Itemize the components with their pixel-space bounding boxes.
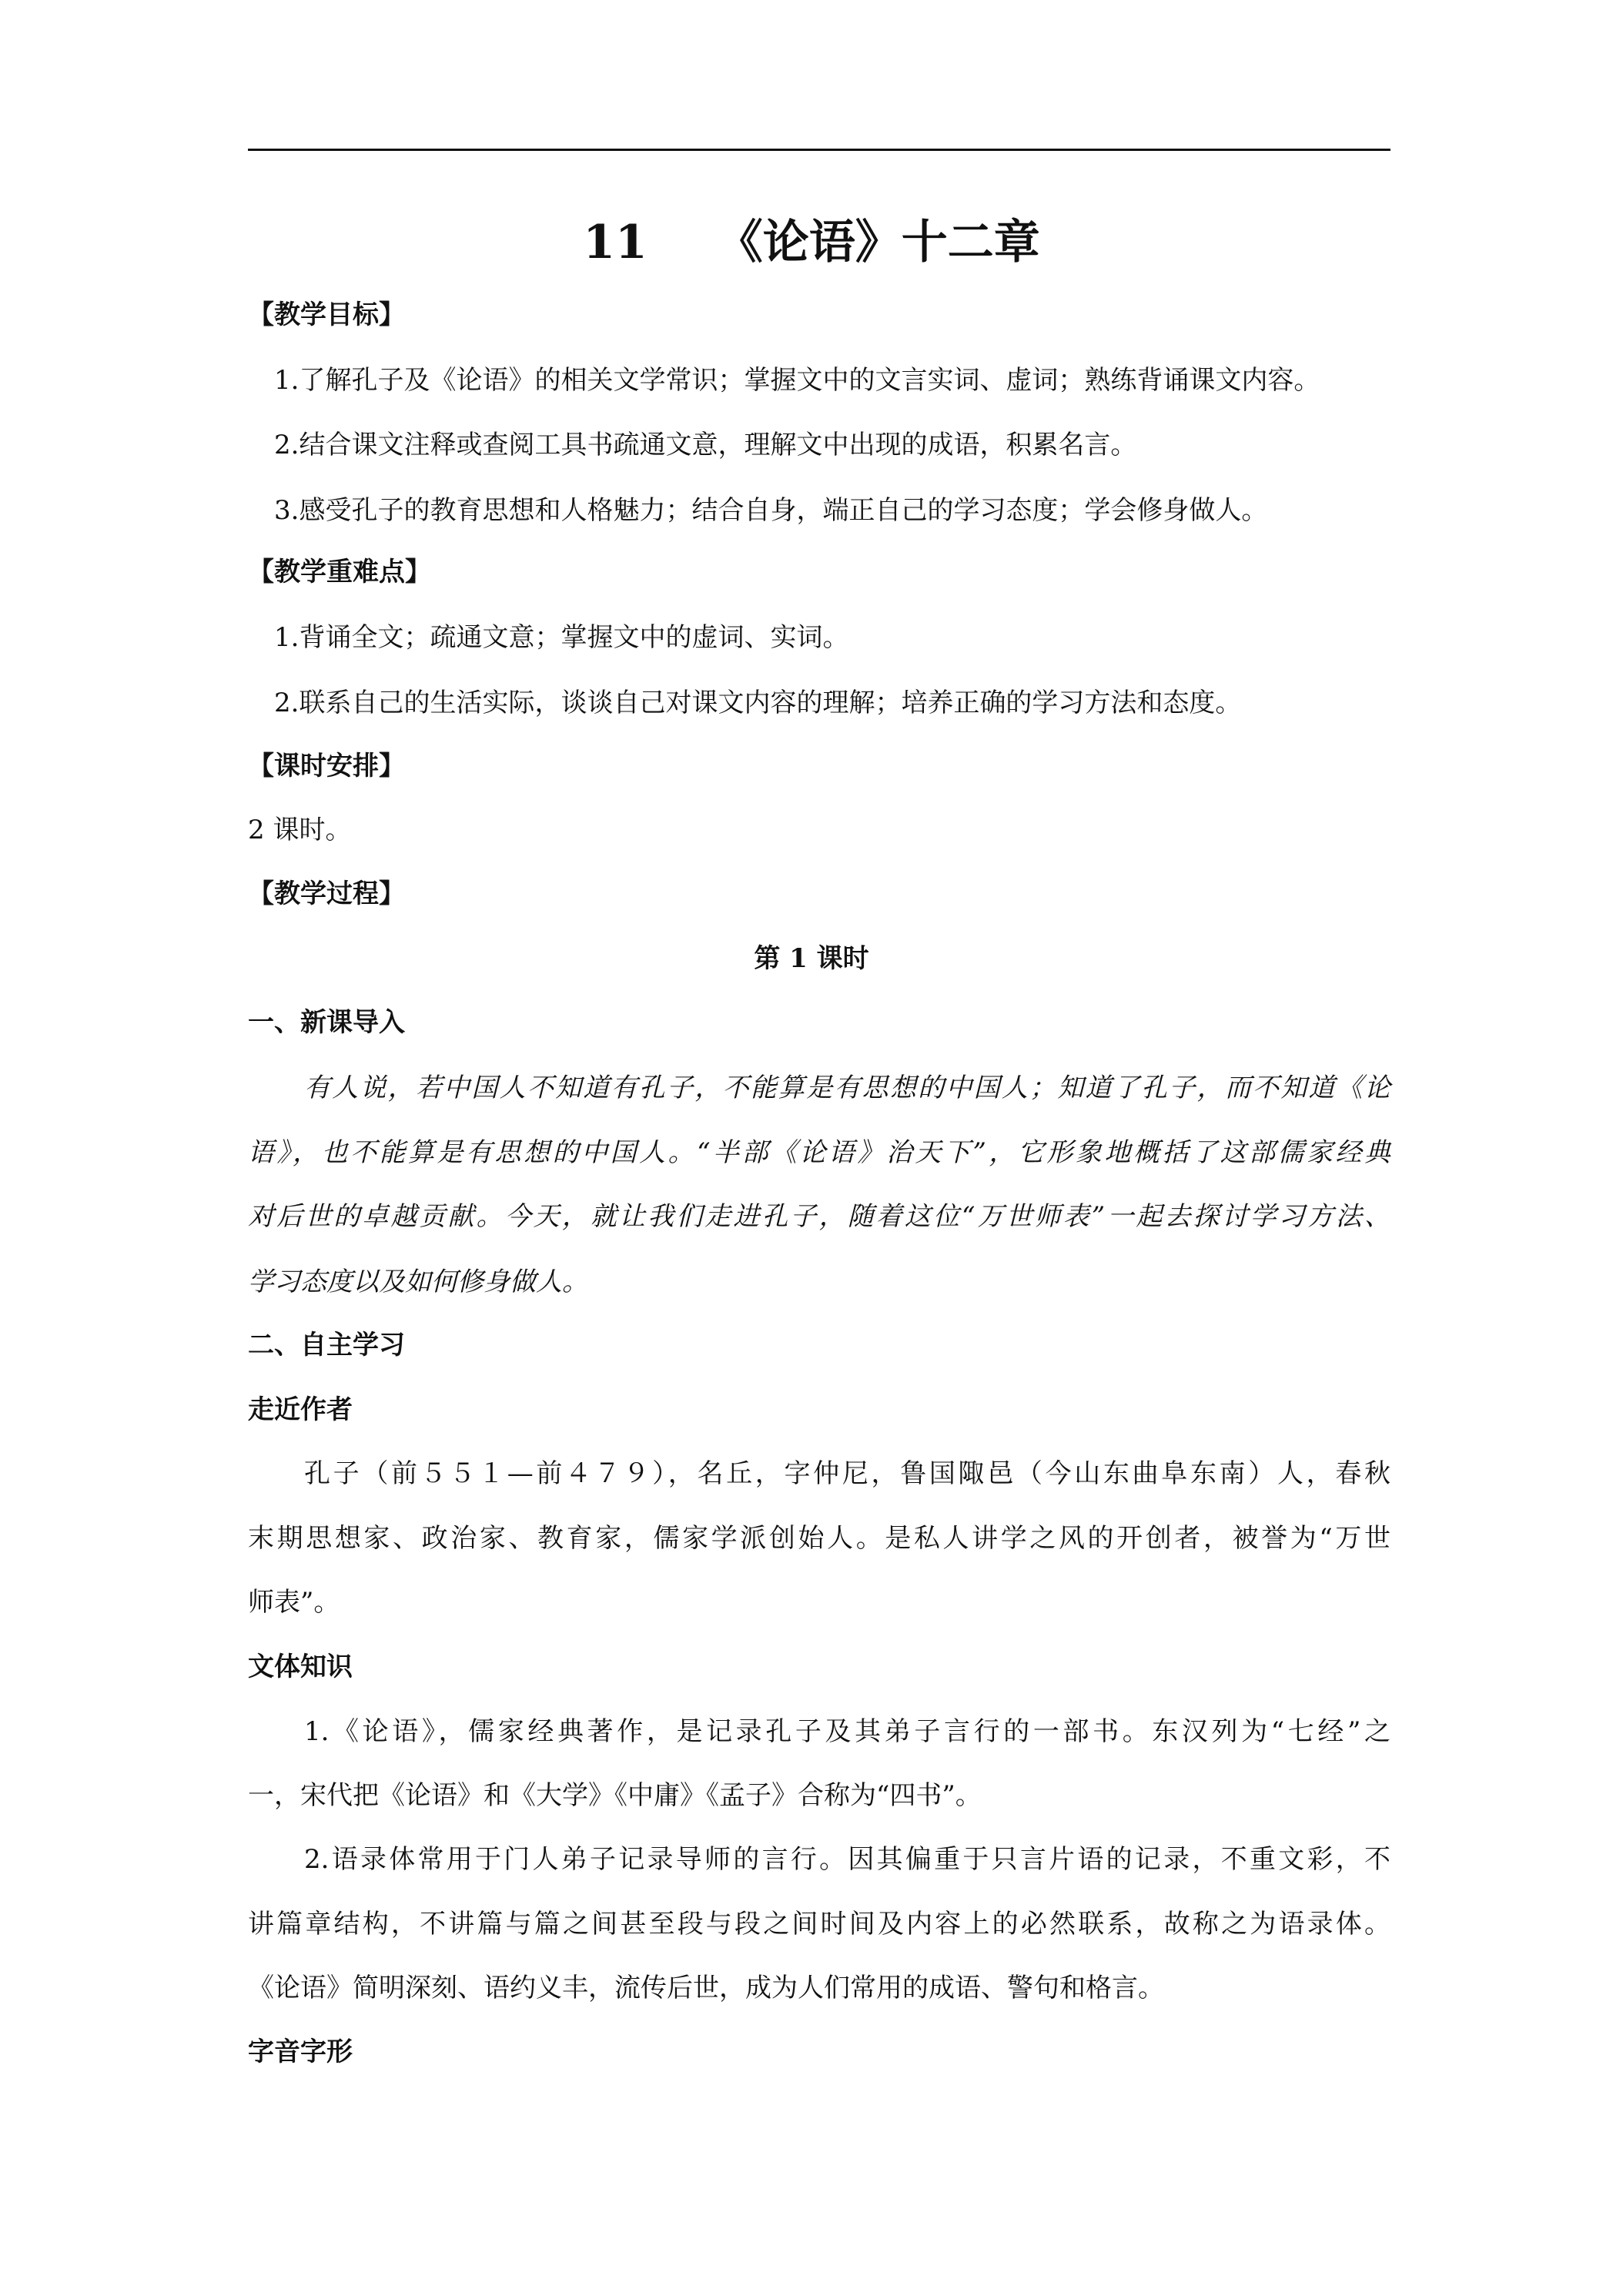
goal-item-1: 1.了解孔子及《论语》的相关文学常识；掌握文中的文言实词、虚词；熟练背诵课文内容。 bbox=[274, 365, 1320, 396]
author-line-1: 孔子（前５５１—前４７９），名丘，字仲尼，鲁国陬邑（今山东曲阜东南）人，春秋 bbox=[304, 1458, 1390, 1489]
genre-line-1: 1.《论语》，儒家经典著作，是记录孔子及其弟子言行的一部书。东汉列为“七经”之 bbox=[304, 1716, 1390, 1747]
author-heading: 走近作者 bbox=[248, 1394, 353, 1425]
lesson-label: 第 1 课时 bbox=[754, 943, 869, 974]
process-heading: 【教学过程】 bbox=[248, 879, 405, 909]
intro-line-4: 学习态度以及如何修身做人。 bbox=[248, 1267, 588, 1297]
genre-line-3: 2.语录体常用于门人弟子记录导师的言行。因其偏重于只言片语的记录，不重文彩，不 bbox=[304, 1844, 1390, 1875]
genre-line-5: 《论语》简明深刻、语约义丰，流传后世，成为人们常用的成语、警句和格言。 bbox=[248, 1973, 1164, 2003]
goal-item-2: 2.结合课文注释或查阅工具书疏通文意，理解文中出现的成语，积累名言。 bbox=[274, 430, 1137, 460]
part1-heading: 一、新课导入 bbox=[248, 1007, 405, 1038]
goal-item-3: 3.感受孔子的教育思想和人格魅力；结合自身，端正自己的学习态度；学会修身做人。 bbox=[274, 495, 1268, 526]
intro-line-2: 语》，也不能算是有思想的中国人。“半部《论语》治天下”，它形象地概括了这部儒家经典 bbox=[248, 1137, 1390, 1168]
header-rule bbox=[248, 149, 1390, 151]
key-points-heading: 【教学重难点】 bbox=[248, 557, 431, 587]
author-line-2: 末期思想家、政治家、教育家，儒家学派创始人。是私人讲学之风的开创者，被誉为“万世 bbox=[248, 1523, 1390, 1554]
goals-heading: 【教学目标】 bbox=[248, 300, 405, 330]
genre-line-4: 讲篇章结构，不讲篇与篇之间甚至段与段之间时间及内容上的必然联系，故称之为语录体。 bbox=[248, 1909, 1390, 1940]
genre-heading: 文体知识 bbox=[248, 1652, 353, 1682]
page-title: 11 《论语》十二章 bbox=[583, 216, 1040, 269]
pronunciation-heading: 字音字形 bbox=[248, 2037, 353, 2067]
key-point-item-1: 1.背诵全文；疏通文意；掌握文中的虚词、实词。 bbox=[274, 622, 849, 653]
key-point-item-2: 2.联系自己的生活实际，谈谈自己对课文内容的理解；培养正确的学习方法和态度。 bbox=[274, 688, 1242, 718]
part2-heading: 二、自主学习 bbox=[248, 1330, 405, 1361]
genre-line-2: 一，宋代把《论语》和《大学》《中庸》《孟子》合称为“四书”。 bbox=[248, 1780, 982, 1811]
schedule-heading: 【课时安排】 bbox=[248, 751, 405, 782]
schedule-text: 2 课时。 bbox=[248, 815, 352, 845]
intro-line-1: 有人说，若中国人不知道有孔子，不能算是有思想的中国人；知道了孔子，而不知道《论 bbox=[304, 1073, 1390, 1103]
author-line-3: 师表”。 bbox=[248, 1587, 340, 1618]
intro-line-3: 对后世的卓越贡献。今天，就让我们走进孔子，随着这位“万世师表”一起去探讨学习方法、 bbox=[248, 1201, 1390, 1232]
